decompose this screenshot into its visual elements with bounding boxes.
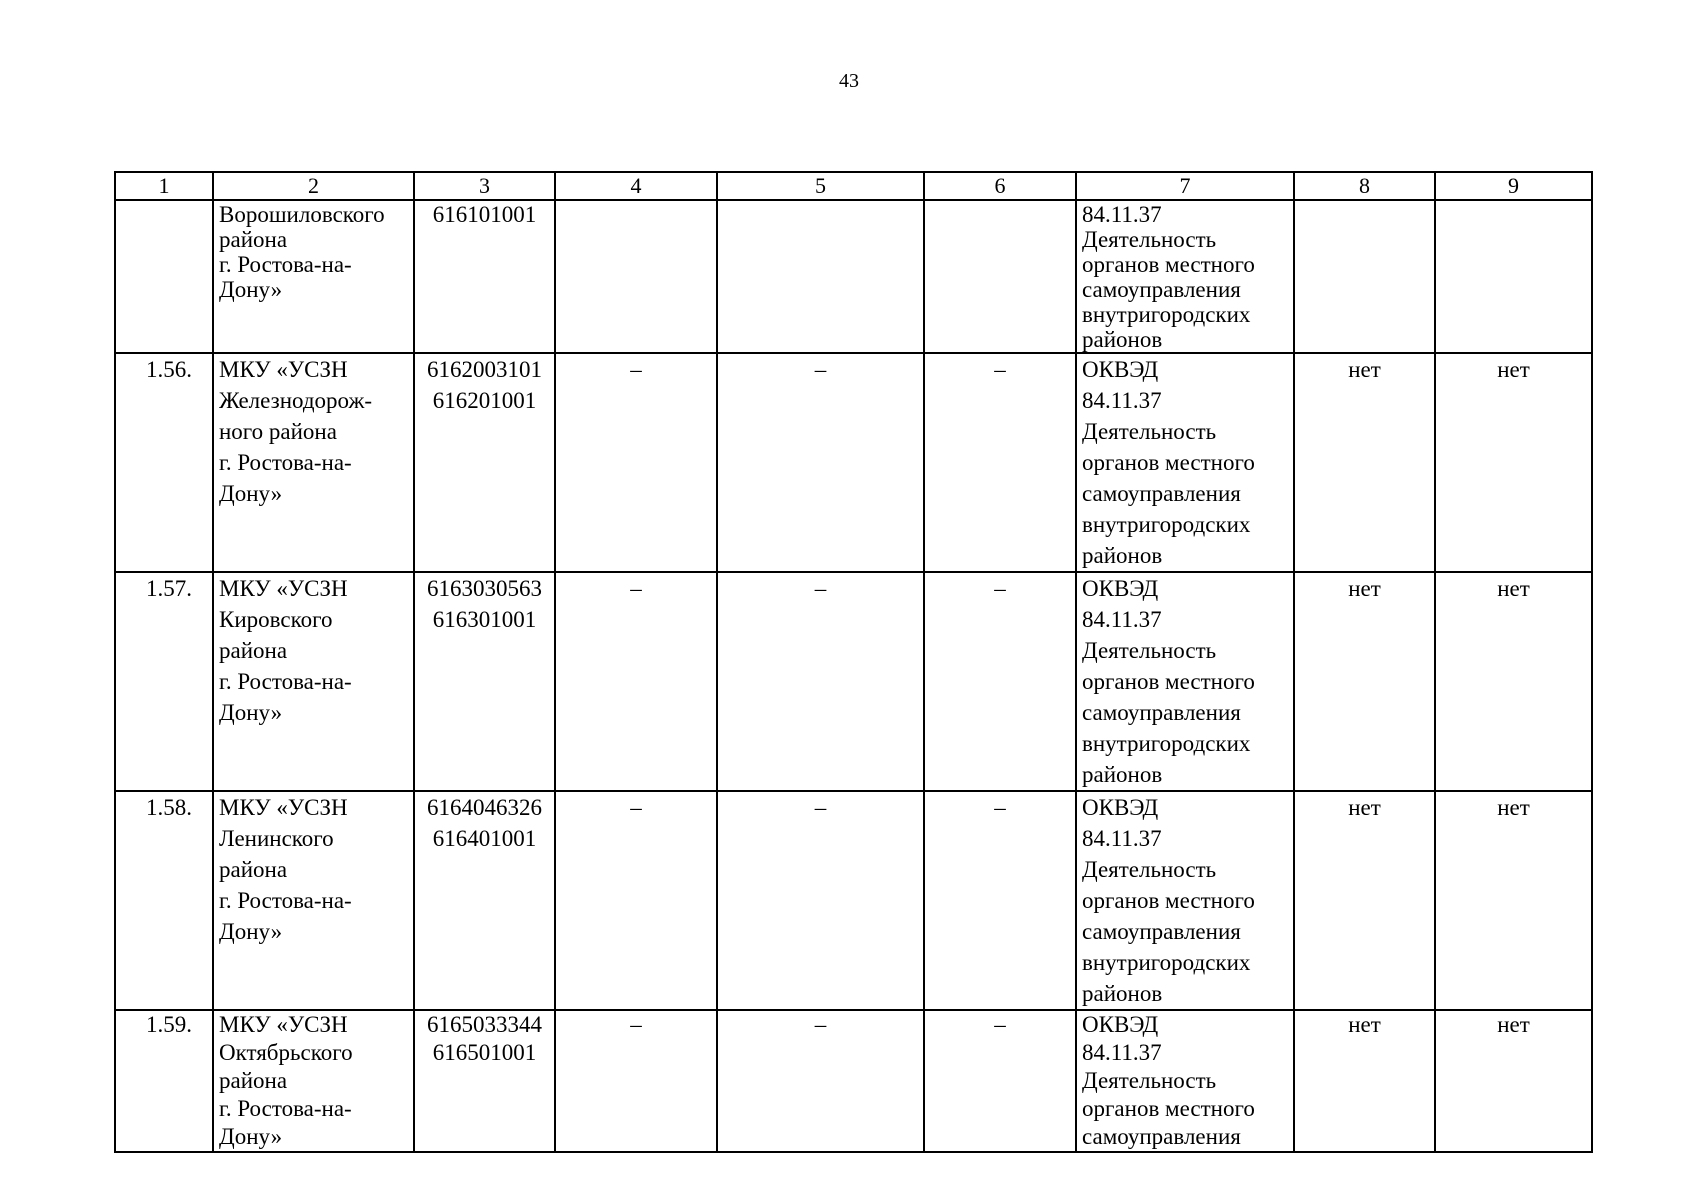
cell-8: нет — [1294, 353, 1435, 572]
row-number-cell: 1.58. — [115, 791, 213, 1010]
cell-4: – — [555, 1010, 717, 1152]
table-row — [115, 572, 1592, 791]
column-header: 1 — [115, 172, 213, 200]
column-header: 9 — [1435, 172, 1592, 200]
cell-6 — [924, 200, 1076, 353]
okved-cell: ОКВЭД 84.11.37 Деятельность органов местного самоуправления — [1076, 1010, 1294, 1152]
table-header-row — [115, 172, 1592, 200]
row-number-cell: 1.59. — [115, 1010, 213, 1152]
cell-8 — [1294, 200, 1435, 353]
page-number: 43 — [839, 70, 859, 92]
cell-5: – — [717, 353, 924, 572]
cell-5: – — [717, 791, 924, 1010]
cell-9 — [1435, 200, 1592, 353]
column-header: 2 — [213, 172, 414, 200]
cell-6: – — [924, 572, 1076, 791]
table-row — [115, 200, 1592, 353]
row-number-cell: 1.56. — [115, 353, 213, 572]
column-header: 5 — [717, 172, 924, 200]
cell-4: – — [555, 353, 717, 572]
cell-9: нет — [1435, 572, 1592, 791]
table-row — [115, 791, 1592, 1010]
organization-cell: Ворошиловского района г. Ростова-на- Дону» — [213, 200, 414, 353]
organization-cell: МКУ «УСЗН Октябрьского района г. Ростова-на- Дону» — [213, 1010, 414, 1152]
organization-cell: МКУ «УСЗН Кировского района г. Ростова-на- Дону» — [213, 572, 414, 791]
column-header: 3 — [414, 172, 555, 200]
cell-5: – — [717, 572, 924, 791]
inn-kpp-cell: 616101001 — [414, 200, 555, 353]
cell-8: нет — [1294, 572, 1435, 791]
inn-kpp-cell: 6164046326 616401001 — [414, 791, 555, 1010]
registry-table — [114, 171, 1593, 1153]
inn-kpp-cell: 6163030563 616301001 — [414, 572, 555, 791]
cell-9: нет — [1435, 791, 1592, 1010]
table-row — [115, 353, 1592, 572]
cell-4: – — [555, 791, 717, 1010]
okved-cell: 84.11.37 Деятельность органов местного самоуправления внутригородских районов — [1076, 200, 1294, 353]
cell-6: – — [924, 353, 1076, 572]
table-row — [115, 1010, 1592, 1152]
cell-4 — [555, 200, 717, 353]
cell-6: – — [924, 791, 1076, 1010]
cell-8: нет — [1294, 1010, 1435, 1152]
inn-kpp-cell: 6165033344 616501001 — [414, 1010, 555, 1152]
okved-cell: ОКВЭД 84.11.37 Деятельность органов местного самоуправления внутригородских районов — [1076, 353, 1294, 572]
column-header: 8 — [1294, 172, 1435, 200]
okved-cell: ОКВЭД 84.11.37 Деятельность органов местного самоуправления внутригородских районов — [1076, 572, 1294, 791]
inn-kpp-cell: 6162003101 616201001 — [414, 353, 555, 572]
column-header: 7 — [1076, 172, 1294, 200]
cell-8: нет — [1294, 791, 1435, 1010]
row-number-cell — [115, 200, 213, 353]
cell-9: нет — [1435, 353, 1592, 572]
column-header: 4 — [555, 172, 717, 200]
cell-5: – — [717, 1010, 924, 1152]
cell-4: – — [555, 572, 717, 791]
cell-6: – — [924, 1010, 1076, 1152]
column-header: 6 — [924, 172, 1076, 200]
okved-cell: ОКВЭД 84.11.37 Деятельность органов местного самоуправления внутригородских районов — [1076, 791, 1294, 1010]
cell-5 — [717, 200, 924, 353]
organization-cell: МКУ «УСЗН Железнодорож- ного района г. Ростова-на- Дону» — [213, 353, 414, 572]
organization-cell: МКУ «УСЗН Ленинского района г. Ростова-на- Дону» — [213, 791, 414, 1010]
cell-9: нет — [1435, 1010, 1592, 1152]
row-number-cell: 1.57. — [115, 572, 213, 791]
